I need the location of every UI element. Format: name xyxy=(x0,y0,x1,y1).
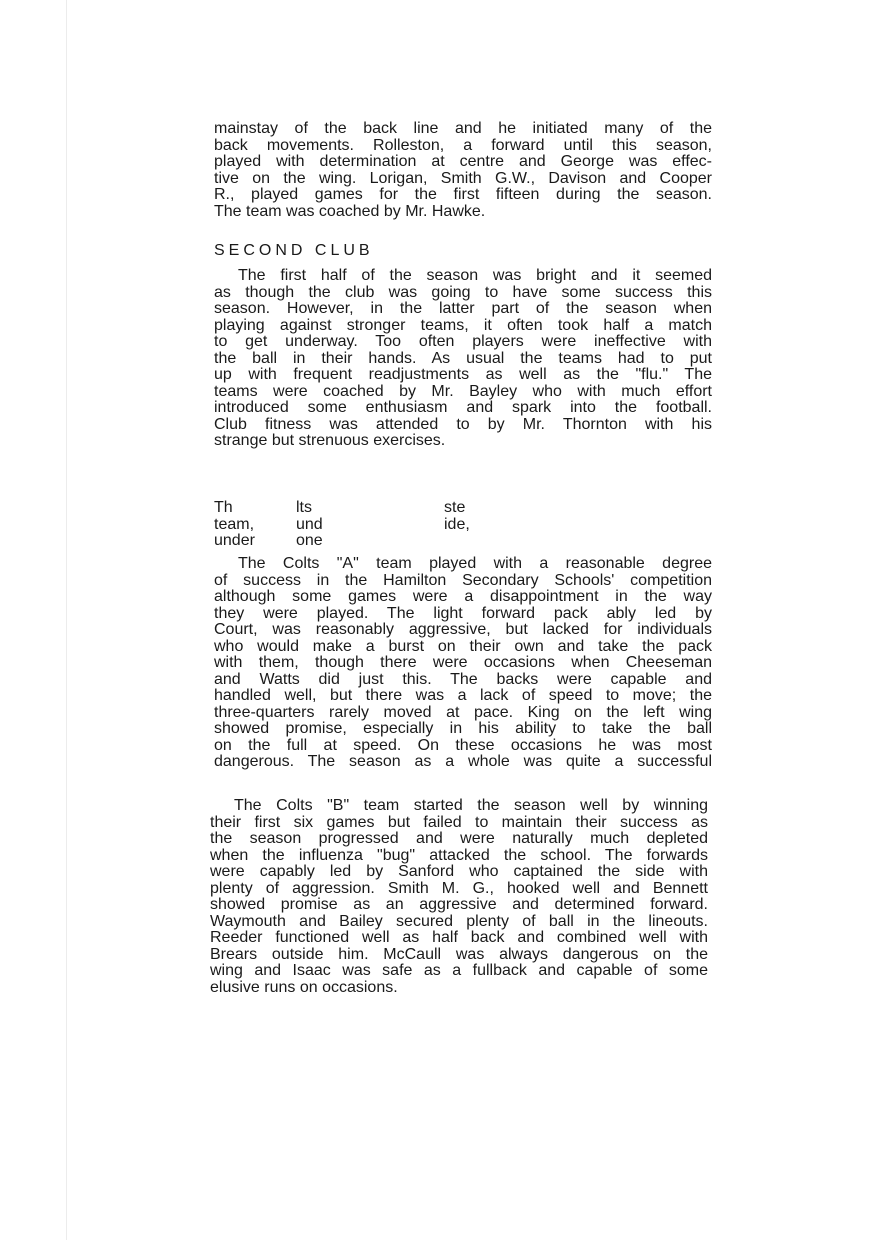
text-line: Brears outside him. McCaull was always dangerous on the xyxy=(210,945,708,963)
text-line: were capably led by Sanford who captained the side with xyxy=(210,863,708,880)
text-line: with them, though there were occasions when Cheeseman xyxy=(214,654,712,671)
text-line: the ball in their hands. As usual the teams had to put xyxy=(214,349,712,367)
fragment-row xyxy=(214,517,712,534)
text-line: Court, was reasonably aggressive, but lacked for individuals xyxy=(214,621,712,638)
text-line: showed promise, especially in his ability to take the ball xyxy=(214,720,712,737)
text-line: plenty of aggression. Smith M. G., hooked well and Bennett xyxy=(210,879,708,897)
text-line: Reeder functioned well as half back and combined well with xyxy=(210,929,708,946)
text-line: Waymouth and Bailey secured plenty of ball in the lineouts. xyxy=(210,912,708,930)
text-line: The team was coached by Mr. Hawke. xyxy=(214,202,486,220)
text-line: Club fitness was attended to by Mr. Thornton with his xyxy=(214,415,712,433)
text-line: they were played. The light forward pack ably led by xyxy=(214,604,712,622)
text-line: tive on the wing. Lorigan, Smith G.W., Davison and Cooper xyxy=(214,169,712,187)
text-line: The first half of the season was bright and it seemed xyxy=(238,267,712,284)
text-line: their first six games but failed to maintain their success as xyxy=(210,813,708,831)
fragment-row xyxy=(214,500,712,517)
fragment-word: one xyxy=(296,532,323,549)
text-line: dangerous. The season as a whole was quite a successful xyxy=(214,753,712,770)
text-line: elusive runs on occasions. xyxy=(210,978,398,996)
fragment-word: under xyxy=(214,532,255,549)
text-line: on the full at speed. On these occasions he was most xyxy=(214,736,712,754)
text-line: back movements. Rolleston, a forward until this season, xyxy=(214,136,712,154)
text-line: when the influenza "bug" attacked the school. The forwards xyxy=(210,846,708,864)
fragment-word: lts xyxy=(296,499,312,516)
fragment-word: und xyxy=(296,515,323,533)
text-line: handled well, but there was a lack of speed to move; the xyxy=(214,687,712,704)
text-line: played with determination at centre and George was effec- xyxy=(214,153,712,170)
text-line: and Watts did just this. The backs were capable and xyxy=(214,670,712,688)
fragment-word: ide, xyxy=(444,515,470,533)
section-heading-second-club: SECOND CLUB xyxy=(214,242,374,259)
text-line: season. However, in the latter part of the season when xyxy=(214,300,712,317)
text-line: although some games were a disappointment in the way xyxy=(214,588,712,605)
paragraph-colts-b xyxy=(210,798,708,996)
text-line: strange but strenuous exercises. xyxy=(214,432,446,449)
scan-edge-line xyxy=(66,0,67,1240)
fragment-row xyxy=(214,533,712,550)
paragraph-second-club xyxy=(214,268,712,450)
text-line: up with frequent readjustments as well as the "flu." The xyxy=(214,366,712,383)
text-line: teams were coached by Mr. Bayley who with much effort xyxy=(214,382,712,400)
text-line: three-quarters rarely moved at pace. King on the left wing xyxy=(214,703,712,721)
faded-text-fragment xyxy=(214,500,712,550)
fragment-word: ste xyxy=(444,499,466,516)
text-line: of success in the Hamilton Secondary Schools' competition xyxy=(214,571,712,589)
fragment-word: Th xyxy=(214,499,233,516)
text-line: The Colts "A" team played with a reasonable degree xyxy=(238,555,712,572)
text-line: The Colts "B" team started the season well by winning xyxy=(234,797,708,814)
text-line: who would make a burst on their own and take the pack xyxy=(214,637,712,655)
text-line: introduced some enthusiasm and spark into the football. xyxy=(214,399,712,416)
text-line: wing and Isaac was safe as a fullback and capable of some xyxy=(210,962,708,979)
paragraph-first-fifteen-end xyxy=(214,121,712,220)
text-line: showed promise as an aggressive and determined forward. xyxy=(210,896,708,913)
text-line: R., played games for the first fifteen during the season. xyxy=(214,186,712,203)
text-line: the season progressed and were naturally much depleted xyxy=(210,830,708,847)
text-line: to get underway. Too often players were ineffective with xyxy=(214,333,712,350)
fragment-word: team, xyxy=(214,515,255,533)
text-line: playing against stronger teams, it often took half a match xyxy=(214,316,712,334)
paragraph-colts-a xyxy=(214,556,712,771)
text-line: as though the club was going to have some success this xyxy=(214,283,712,301)
text-line: mainstay of the back line and he initiated many of the xyxy=(214,120,712,137)
